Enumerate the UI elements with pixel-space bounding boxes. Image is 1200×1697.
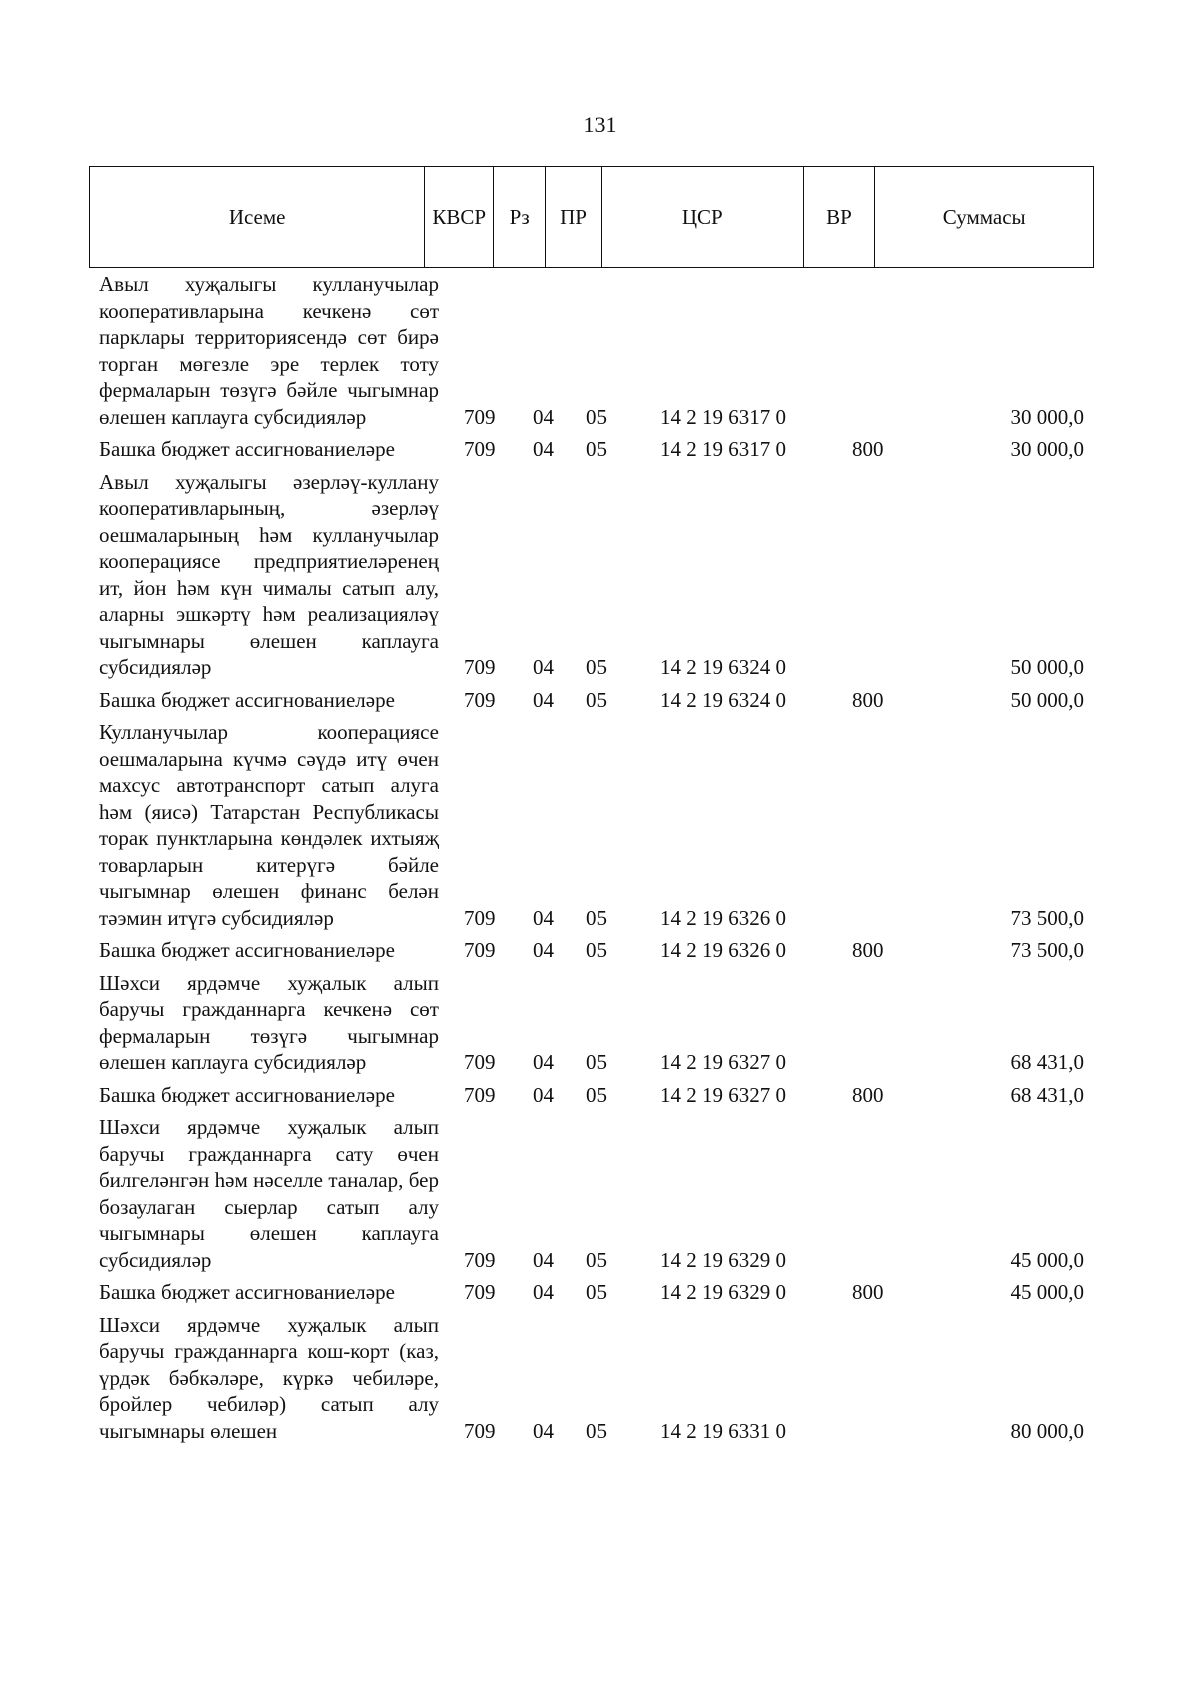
row-sum: 80 000,0 xyxy=(1010,1418,1084,1443)
header-vr: ВР xyxy=(804,167,876,267)
row-name: Шәхси ярдәмче хуҗалык алып баручы гражданнарга кечкенә сөт фермаларын төзүгә чыгымнар өлешен каплауга субсидияләр xyxy=(99,970,439,1074)
row-rz: 04 xyxy=(533,1280,554,1304)
header-rz: Рз xyxy=(494,167,546,267)
row-name: Авыл хуҗалыгы кулланучылар кооперативларына кечкенә сөт парклары территориясендә сөт бирә торган мөгезле эре терлек тоту фермаларын төзүгә бәйле чыгымнар өлешен каплауга субсидияләр xyxy=(99,272,439,429)
row-rz: 04 xyxy=(533,905,554,930)
row-kvsr: 709 xyxy=(464,1247,496,1272)
row-csr: 14 2 19 6329 0 xyxy=(660,1280,786,1304)
row-vr: 800 xyxy=(852,437,884,461)
row-csr: 14 2 19 6324 0 xyxy=(660,655,786,679)
table-row xyxy=(0,719,1200,931)
row-kvsr: 709 xyxy=(464,1082,496,1107)
row-rz: 04 xyxy=(533,1247,554,1272)
row-sum: 73 500,0 xyxy=(1010,938,1084,962)
row-sum: 73 500,0 xyxy=(1010,905,1084,930)
row-rz: 04 xyxy=(533,1050,554,1074)
row-sum: 50 000,0 xyxy=(1010,655,1084,679)
row-name: Шәхси ярдәмче хуҗалык алып баручы гражданнарга кош-корт (каз, үрдәк бәбкәләре, күркә чебиләре, бройлер чебиләр) сатып алу чыгымнары өлешен xyxy=(99,1312,439,1443)
row-rz: 04 xyxy=(533,437,554,461)
row-kvsr: 709 xyxy=(464,905,496,930)
table-row xyxy=(0,436,1200,463)
row-rz: 04 xyxy=(533,938,554,962)
row-csr: 14 2 19 6317 0 xyxy=(660,404,786,429)
row-sum: 30 000,0 xyxy=(1010,404,1084,429)
row-csr: 14 2 19 6327 0 xyxy=(660,1082,786,1107)
row-csr: 14 2 19 6326 0 xyxy=(660,938,786,962)
row-csr: 14 2 19 6317 0 xyxy=(660,437,786,461)
header-sum: Суммасы xyxy=(942,204,1026,229)
row-kvsr: 709 xyxy=(464,437,496,461)
row-pr: 05 xyxy=(586,404,607,429)
row-pr: 05 xyxy=(586,1050,607,1074)
row-rz: 04 xyxy=(533,404,554,429)
table-body xyxy=(0,271,1200,1444)
table-row xyxy=(0,469,1200,681)
row-pr: 05 xyxy=(586,1247,607,1272)
row-rz: 04 xyxy=(533,1082,554,1107)
row-vr: 800 xyxy=(852,687,884,712)
row-sum: 68 431,0 xyxy=(1010,1082,1084,1107)
row-name: Башка бюджет ассигнованиеләре xyxy=(99,437,395,461)
row-kvsr: 709 xyxy=(464,1050,496,1074)
table-row xyxy=(0,937,1200,964)
row-csr: 14 2 19 6324 0 xyxy=(660,687,786,712)
row-vr: 800 xyxy=(852,1280,884,1304)
row-sum: 30 000,0 xyxy=(1010,437,1084,461)
row-pr: 05 xyxy=(586,905,607,930)
row-kvsr: 709 xyxy=(464,655,496,679)
header-csr: ЦСР xyxy=(602,167,804,267)
row-name: Башка бюджет ассигнованиеләре xyxy=(99,1280,395,1304)
row-csr: 14 2 19 6326 0 xyxy=(660,905,786,930)
row-sum: 50 000,0 xyxy=(1010,687,1084,712)
row-rz: 04 xyxy=(533,687,554,712)
row-csr: 14 2 19 6331 0 xyxy=(660,1418,786,1443)
row-pr: 05 xyxy=(586,1418,607,1443)
table-row xyxy=(0,1082,1200,1109)
table-row xyxy=(0,271,1200,430)
header-name: Исеме xyxy=(90,167,425,267)
row-pr: 05 xyxy=(586,1280,607,1304)
row-vr: 800 xyxy=(852,1082,884,1107)
row-name: Башка бюджет ассигнованиеләре xyxy=(99,1082,395,1107)
table-row xyxy=(0,1114,1200,1273)
row-sum: 45 000,0 xyxy=(1010,1247,1084,1272)
row-sum: 45 000,0 xyxy=(1010,1280,1084,1304)
row-kvsr: 709 xyxy=(464,1418,496,1443)
row-name: Башка бюджет ассигнованиеләре xyxy=(99,938,395,962)
row-rz: 04 xyxy=(533,655,554,679)
table-row xyxy=(0,687,1200,714)
header-pr: ПР xyxy=(546,167,602,267)
row-csr: 14 2 19 6329 0 xyxy=(660,1247,786,1272)
row-kvsr: 709 xyxy=(464,938,496,962)
row-sum: 68 431,0 xyxy=(1010,1050,1084,1074)
row-pr: 05 xyxy=(586,687,607,712)
row-kvsr: 709 xyxy=(464,687,496,712)
row-name: Кулланучылар кооперациясе оешмаларына күчмә сәүдә итү өчен махсус автотранспорт сатып алуга һәм (яисә) Татарстан Республикасы торак пунктларына көндәлек ихтыяҗ товарларын китерүгә бәйле чыгымнар өлешен финанс белән тәэмин итүгә субсидияләр xyxy=(99,720,439,930)
row-rz: 04 xyxy=(533,1418,554,1443)
row-pr: 05 xyxy=(586,437,607,461)
header-kvsr: КВСР xyxy=(425,167,494,267)
row-vr: 800 xyxy=(852,938,884,962)
row-csr: 14 2 19 6327 0 xyxy=(660,1050,786,1074)
row-pr: 05 xyxy=(586,938,607,962)
row-name: Авыл хуҗалыгы әзерләү-куллану кооперативларының, әзерләү оешмаларының һәм кулланучылар кооперациясе предприятиеләренең ит, йон һәм күн чималы сатып алу, аларны эшкәртү һәм реализацияләү чыгымнары өлешен каплауга субсидияләр xyxy=(99,469,439,679)
row-kvsr: 709 xyxy=(464,404,496,429)
table-row xyxy=(0,970,1200,1076)
row-name: Шәхси ярдәмче хуҗалык алып баручы гражданнарга сату өчен билгеләнгән һәм нәселле таналар, бер бозаулаган сыерлар сатып алу чыгымнары өлешен каплауга субсидияләр xyxy=(99,1115,439,1272)
page-number: 131 xyxy=(583,112,617,137)
table-row xyxy=(0,1312,1200,1445)
row-name: Башка бюджет ассигнованиеләре xyxy=(99,687,395,712)
row-kvsr: 709 xyxy=(464,1280,496,1304)
table-header xyxy=(89,166,1094,268)
row-pr: 05 xyxy=(586,655,607,679)
row-pr: 05 xyxy=(586,1082,607,1107)
table-row xyxy=(0,1279,1200,1306)
